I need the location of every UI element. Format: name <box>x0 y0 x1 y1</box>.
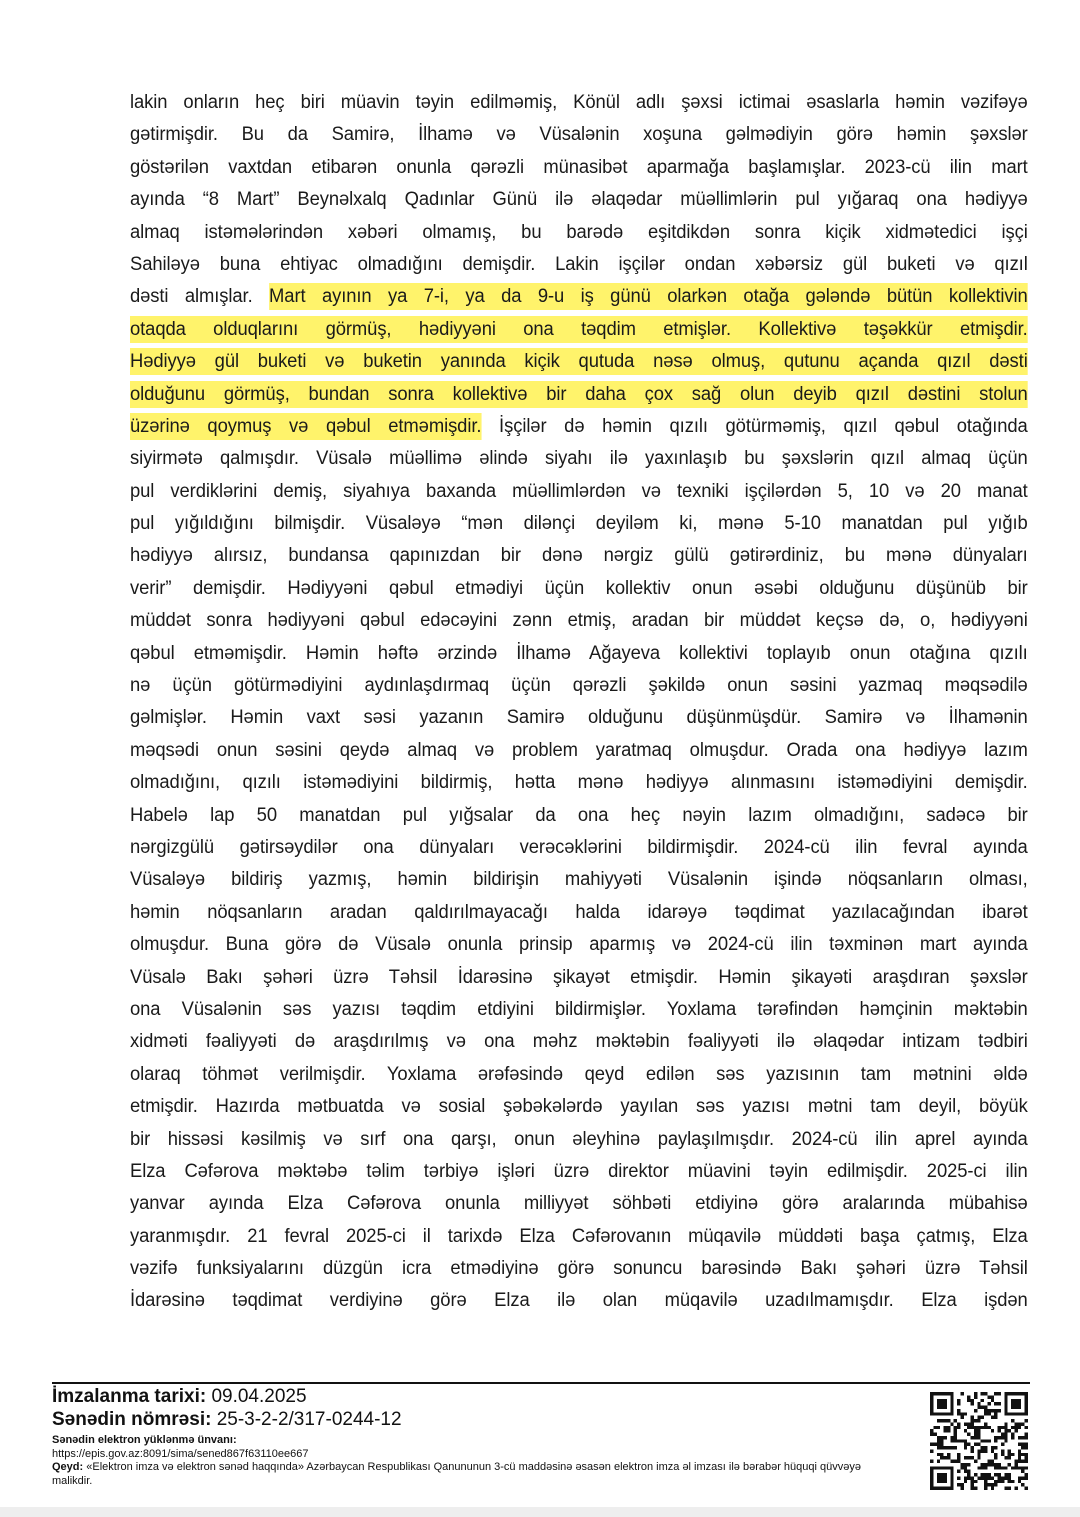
text-line: ona Vüsalənin səs yazısı təqdim etdiyini bildirmişlər. Yoxlama tərəfindən həmçinin məktəbin <box>130 997 1028 1020</box>
text-line: siyirmətə qalmışdır. Vüsalə müəllimə əlində siyahı ilə yaxınlaşıb bu şəxslərin qızıl almaq üçün <box>130 447 1028 470</box>
highlighted-text: Hədiyyə gül buketi və buketin yanında kiçik qutuda nəsə olmuş, qutunu açanda qızıl dəsti <box>130 348 1028 375</box>
highlighted-text: üzərinə qoymuş və qəbul etməmişdir. <box>130 413 481 440</box>
document-number-label: Sənədin nömrəsi: <box>52 1409 212 1430</box>
text-line <box>130 313 1028 345</box>
text-line <box>130 345 1028 377</box>
text-line: İdarəsinə təqdimat verdiyinə görə Elza ilə olan müqavilə uzadılmamışdır. Elza işdən <box>130 1289 1028 1312</box>
footer-divider-right <box>910 1382 1030 1384</box>
text-line: bir hissəsi kəsilmiş və sırf ona qarşı, onun əleyhinə paylaşılmışdır. 2024-cü ilin aprel ayında <box>130 1127 1028 1150</box>
text-line: yanvar ayında Elza Cəfərova onunla milliyyət söhbəti etdiyinə görə aralarında mübahisə <box>130 1192 1028 1215</box>
text-line <box>130 280 1028 312</box>
highlighted-text: Mart ayının ya 7-i, ya da 9-u iş günü olarkən otağa gələndə bütün kollektivin <box>269 283 1028 310</box>
text-line <box>130 410 1028 442</box>
text-line: verir” demişdir. Hədiyyəni qəbul etmədiyi üçün kollektiv onun əsəbi olduğunu düşünüb bir <box>130 576 1028 599</box>
text-line: məqsədi onun səsini qeydə almaq və problem yaratmaq olmuşdur. Orada ona hədiyyə lazım <box>130 738 1028 761</box>
text-line: hədiyyə alırsız, bundansa qapınızdan bir dənə nərgiz gülü gətirərdiniz, bu mənə dünyaları <box>130 544 1028 567</box>
highlighted-text: otaqda olduqlarını görmüş, hədiyyəni ona təqdim etmişlər. Kollektivə təşəkkür etmişdir. <box>130 316 1028 343</box>
text-line: olaraq töhmət verilmişdir. Yoxlama ərəfəsində qeyd edilən səs yazısının tam mətnini əldə <box>130 1062 1028 1085</box>
text-line: göstərilən vaxtdan etibarən onunla qərəzli münasibət aparmağa başlamışlar. 2023-cü ilin mart <box>130 155 1028 178</box>
download-address-label <box>52 1434 912 1448</box>
text-line: nə üçün götürmədiyini aydınlaşdırmaq üçün qərəzli şəkildə onun səsini yazmaq məqsədilə <box>130 674 1028 697</box>
text-line: müddət sonra hədiyyəni qəbul edəcəyini zənn etmiş, aradan bir müddət keçsə də, o, hədiyyəni <box>130 609 1028 632</box>
text-line: xidməti fəaliyyəti də araşdırılmış və ona məhz məktəbin fəaliyyəti ilə əlaqədar intizam tədbiri <box>130 1030 1028 1053</box>
text-line: Vüsalə Bakı şəhəri üzrə Təhsil İdarəsinə şikayət etmişdir. Həmin şikayəti araşdıran şəxslər <box>130 965 1028 988</box>
text-line: olmuşdur. Buna görə də Vüsalə onunla prinsip aparmış və 2024-cü ilin təxminən mart ayında <box>130 933 1028 956</box>
text-line: gəlmişlər. Həmin vaxt səsi yazanın Samirə olduğunu düşünmüşdür. Samirə və İlhamənin <box>130 706 1028 729</box>
signing-date <box>52 1385 912 1408</box>
text-line: Vüsaləyə bildiriş yazmış, həmin bildirişin mahiyyəti Vüsalənin işində nöqsanların olması, <box>130 868 1028 891</box>
text-segment: dəsti almışlar. <box>130 285 270 308</box>
text-line: Elza Cəfərova məktəbə təlim tərbiyə işləri üzrə direktor müavini təyin edilmişdir. 2025-ci ilin <box>130 1159 1028 1182</box>
legal-note <box>52 1461 902 1488</box>
signing-date-label: İmzalanma tarixi: <box>52 1386 207 1407</box>
page-bottom-edge <box>0 1507 1080 1517</box>
legal-note-text: «Elektron imza və elektron sənəd haqqında» Azərbaycan Respublikası Qanununun 3-cü maddəsinə əsasən elektron imza əl imzası ilə bərabər hüquqi qüvvəyə malikdir. <box>52 1461 861 1487</box>
text-line: Sahiləyə buna ehtiyac olmadığını demişdir. Lakin işçilər ondan xəbərsiz gül buketi və qızıl <box>130 252 1028 275</box>
document-number-value: 25-3-2-2/317-0244-12 <box>211 1409 402 1430</box>
download-address-label-text: Sənədin elektron yüklənmə ünvanı: <box>52 1434 237 1446</box>
text-block <box>130 442 1028 1317</box>
legal-note-label: Qeyd: <box>52 1461 84 1473</box>
text-line: yaranmışdır. 21 fevral 2025-ci il tarixdə Elza Cəfərovanın müqavilə müddəti başa çatmış, Elza <box>130 1224 1028 1247</box>
text-line: olmadığını, qızılı istəmədiyini bildirmiş, hətta mənə hədiyyə alınmasını istəmədiyini demişdir. <box>130 771 1028 794</box>
document-body <box>130 86 1028 1317</box>
text-line: etmişdir. Hazırda mətbuatda və sosial şəbəkələrdə yayılan səs yazısı mətni tam deyil, böyük <box>130 1095 1028 1118</box>
text-line: nərgizgülü gətirsəydilər ona dünyaları verəcəklərini bildirmişdir. 2024-cü ilin fevral ayında <box>130 835 1028 858</box>
document-number <box>52 1408 912 1431</box>
text-line: almaq istəmələrindən xəbəri olmamış, bu barədə eşitdikdən sonra kiçik xidmətedici işçi <box>130 220 1028 243</box>
text-line: ayında “8 Mart” Beynəlxalq Qadınlar Günü ilə əlaqədar müəllimlərin pul yığaraq ona hədiyyə <box>130 188 1028 211</box>
qr-code-icon <box>930 1392 1028 1490</box>
download-address-url[interactable]: https://epis.gov.az:8091/sima/sened867f63110ee667 <box>52 1447 309 1460</box>
text-line: gətirmişdir. Bu da Samirə, İlhamə və Vüsalənin xoşuna gəlmədiyin görə həmin şəxslər <box>130 123 1028 146</box>
text-line: pul verdiklərini demiş, siyahıya baxanda müəllimlərdən və texniki işçilərdən 5, 10 və 20 manat <box>130 479 1028 502</box>
text-line: həmin nöqsanların aradan qaldırılmayacağı halda idarəyə təqdimat yazılacağından ibarət <box>130 900 1028 923</box>
text-line: pul yığıldığını bilmişdir. Vüsaləyə “mən dilənçi deyiləm ki, mənə 5-10 manatdan pul yığıb <box>130 512 1028 535</box>
text-line: Habelə lap 50 manatdan pul yığsalar da ona heç nəyin lazım olmadığını, sadəcə bir <box>130 803 1028 826</box>
text-line: lakin onların heç biri müavin təyin edilməmiş, Könül adlı şəxsi ictimai əsaslarla həmin vəzifəyə <box>130 91 1028 113</box>
footer-divider <box>52 1382 910 1384</box>
signing-date-value: 09.04.2025 <box>206 1386 307 1407</box>
highlighted-text: olduğunu görmüş, bundan sonra kollektivə bir daha çox sağ olun deyib qızıl dəstini stolun <box>130 381 1028 408</box>
text-line: qəbul etməmişdir. Həmin həftə ərzində İlhamə Ağayeva kollektivi toplayıb onun otağına qızılı <box>130 641 1028 664</box>
text-segment: İşçilər də həmin qızılı götürməmiş, qızıl qəbul otağında <box>481 414 1028 437</box>
signature-footer <box>52 1385 912 1488</box>
text-line: vəzifə funksiyalarını düzgün icra etmədiyinə görə sonuncu barəsində Bakı şəhəri üzrə Təhsil <box>130 1257 1028 1280</box>
text-line <box>130 378 1028 410</box>
